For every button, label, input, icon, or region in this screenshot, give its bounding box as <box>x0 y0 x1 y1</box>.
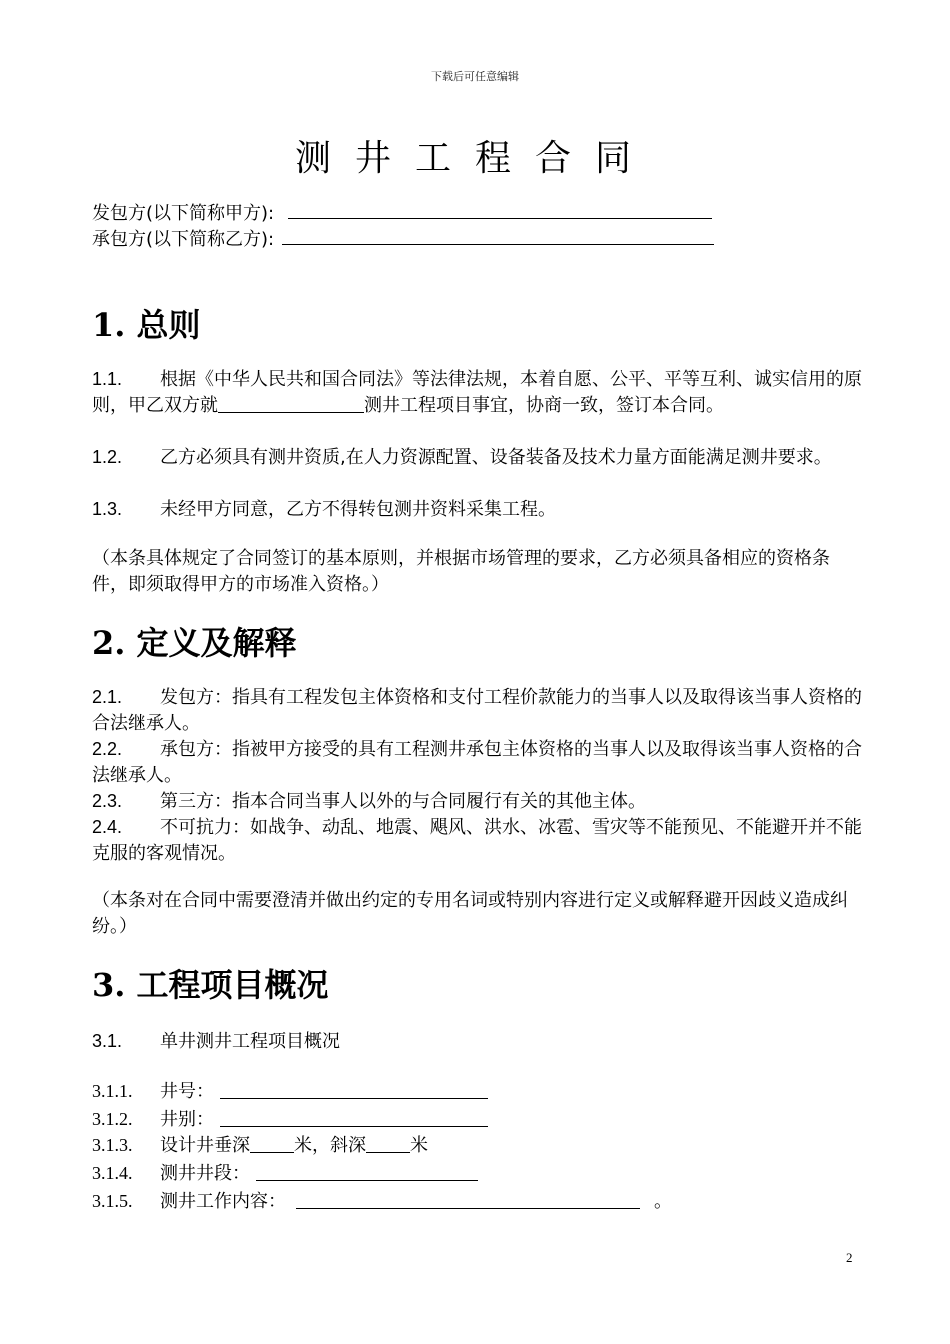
clause-1-2 <box>92 444 862 471</box>
section-heading-1: 1. 总则 <box>92 306 201 344</box>
party-b-label: 承包方(以下简称乙方): <box>92 229 275 250</box>
logging-section-blank[interactable] <box>256 1162 478 1181</box>
clause-text: 第三方：指本合同当事人以外的与合同履行有关的其他主体。 <box>160 791 646 812</box>
well-type-blank[interactable] <box>220 1108 488 1127</box>
field-label: 米 <box>410 1135 428 1156</box>
clause-number: 3.1.5. <box>92 1191 133 1211</box>
clause-number: 1.2. <box>92 447 123 467</box>
page-number: 2 <box>846 1250 853 1265</box>
vertical-depth-blank[interactable] <box>250 1134 294 1153</box>
page-title: 测井工程合同 <box>294 138 655 179</box>
clause-3-1-3 <box>92 1132 862 1159</box>
field-label: 米，斜深 <box>294 1135 366 1156</box>
field-label: 。 <box>654 1191 672 1212</box>
clause-text: 乙方必须具有测井资质,在人力资源配置、设备装备及技术力量方面能满足测井要求。 <box>160 447 832 468</box>
clause-3-1-5 <box>92 1188 862 1215</box>
clause-number: 2.2. <box>92 739 123 759</box>
section-2-note: （本条对在合同中需要澄清并做出约定的专用名词或特别内容进行定义或解释避开因歧义造成纠纷。） <box>92 890 848 937</box>
field-label: 设计井垂深 <box>160 1135 250 1156</box>
well-number-blank[interactable] <box>220 1080 488 1099</box>
slant-depth-blank[interactable] <box>366 1134 410 1153</box>
field-label: 测井工作内容： <box>160 1191 286 1212</box>
clause-number: 1.3. <box>92 499 123 519</box>
clause-text: 发包方：指具有工程发包主体资格和支付工程价款能力的当事人以及取得该当事人资格的合法继承人。 <box>92 687 862 734</box>
clause-number: 2.4. <box>92 817 123 837</box>
field-label: 测井井段： <box>160 1163 250 1184</box>
clause-text: 根据《中华人民共和国合同法》等法律法规，本着自愿、公平、平等互利、诚实信用的原则，甲乙双方就 <box>92 369 862 416</box>
clause-2-2 <box>92 736 862 789</box>
clause-text: 未经甲方同意，乙方不得转包测井资料采集工程。 <box>160 499 556 520</box>
clause-number: 3.1.4. <box>92 1163 133 1183</box>
section-1-note: （本条具体规定了合同签订的基本原则，并根据市场管理的要求，乙方必须具备相应的资格条件，即须取得甲方的市场准入资格。） <box>92 548 830 595</box>
project-name-blank[interactable] <box>218 394 364 413</box>
party-a-blank[interactable] <box>288 198 712 219</box>
clause-number: 1.1. <box>92 369 123 389</box>
clause-1-1 <box>92 366 862 419</box>
clause-number: 2.3. <box>92 791 123 811</box>
clause-text: 测井工程项目事宜，协商一致，签订本合同。 <box>364 395 724 416</box>
party-a-line <box>92 198 712 225</box>
header-note: 下载后可任意编辑 <box>431 70 519 83</box>
section-heading-3: 3. 工程项目概况 <box>92 966 329 1004</box>
clause-number: 3.1. <box>92 1031 123 1051</box>
clause-2-1 <box>92 684 862 737</box>
clause-2-3 <box>92 788 862 815</box>
clause-3-1 <box>92 1028 862 1055</box>
clause-number: 3.1.3. <box>92 1135 133 1155</box>
party-b-line <box>92 224 714 251</box>
clause-number: 3.1.1. <box>92 1081 133 1101</box>
clause-2-4 <box>92 814 862 867</box>
clause-3-1-1 <box>92 1078 862 1105</box>
clause-3-1-4 <box>92 1160 862 1187</box>
party-b-blank[interactable] <box>282 224 714 245</box>
field-label: 井别： <box>160 1109 214 1130</box>
section-heading-2: 2. 定义及解释 <box>92 624 297 662</box>
clause-text: 单井测井工程项目概况 <box>160 1031 340 1052</box>
party-a-label: 发包方(以下简称甲方): <box>92 203 275 224</box>
clause-number: 3.1.2. <box>92 1109 133 1129</box>
field-label: 井号： <box>160 1081 214 1102</box>
clause-3-1-2 <box>92 1106 862 1133</box>
work-content-blank[interactable] <box>296 1190 640 1209</box>
clause-text: 不可抗力：如战争、动乱、地震、飓风、洪水、冰雹、雪灾等不能预见、不能避开并不能克服的客观情况。 <box>92 817 862 864</box>
clause-number: 2.1. <box>92 687 123 707</box>
clause-text: 承包方：指被甲方接受的具有工程测井承包主体资格的当事人以及取得该当事人资格的合法继承人。 <box>92 739 862 786</box>
clause-1-3 <box>92 496 862 523</box>
